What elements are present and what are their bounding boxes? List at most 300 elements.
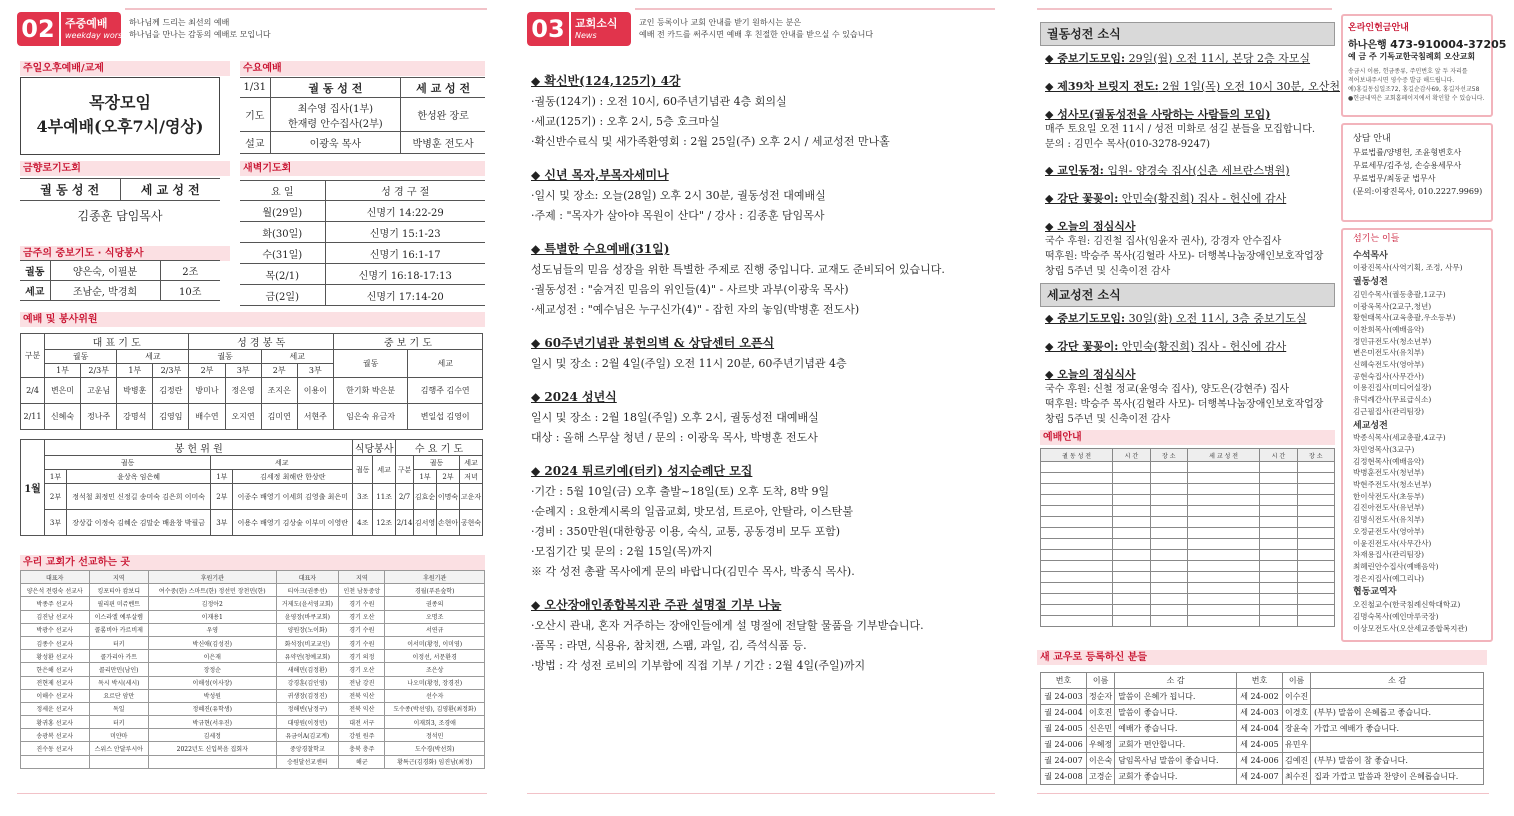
new-member-cell: 집과 가깝고 말씀과 찬양이 은혜롭습니다. — [1311, 769, 1484, 785]
new-member-cell: 세 24-002 — [1236, 689, 1282, 705]
info-cell — [1297, 616, 1334, 627]
fri-section-title: 금향로기도회 — [20, 161, 230, 176]
info-cell — [1041, 583, 1113, 594]
mission-cell: 이정선, 서문환경 — [385, 650, 485, 663]
mission-cell: 경기 수원 — [339, 623, 385, 636]
new-members-title: 새 교우로 등록하신 분들 — [1037, 650, 1487, 665]
staff-item: 김민수목사(궐동총괄,1교구) — [1353, 289, 1446, 299]
new-header-row — [1041, 673, 1484, 689]
info-row — [1041, 462, 1335, 473]
info-cell — [1297, 550, 1334, 561]
info-cell — [1297, 506, 1334, 517]
info-cell — [1113, 605, 1150, 616]
new-member-cell: 이수진 — [1282, 689, 1310, 705]
info-cell — [1113, 616, 1150, 627]
info-header-cell: 궐 동 성 전 — [1041, 449, 1113, 462]
mission-row — [21, 636, 485, 649]
mission-cell: 선수자 — [385, 689, 485, 702]
mission-cell: 송광복 선교사 — [21, 729, 90, 742]
info-cell — [1297, 605, 1334, 616]
mission-cell: 권종의 — [385, 597, 485, 610]
mission-cell: 유약언(청예교회) — [276, 650, 339, 663]
mission-row — [21, 676, 485, 689]
staff-item: 신혜숙전도사(영아부) — [1353, 360, 1425, 370]
new-header-cell: 소 감 — [1311, 673, 1484, 689]
mission-cell: 우영 — [149, 623, 276, 636]
info-cell — [1150, 473, 1187, 484]
new-member-cell: 유민우 — [1282, 737, 1310, 753]
mission-cell — [89, 755, 149, 768]
info-header-cell: 장 소 — [1150, 449, 1187, 462]
mission-cell: 윤영장(바쿠교회) — [276, 610, 339, 623]
worship-info-table — [1040, 448, 1335, 627]
mission-row — [21, 729, 485, 742]
mission-cell: 독시 박시(세시) — [89, 676, 149, 689]
info-cell — [1297, 539, 1334, 550]
staff-item: 한이삭전도사(초등부) — [1353, 491, 1425, 501]
info-cell — [1150, 517, 1187, 528]
info-row — [1041, 594, 1335, 605]
staff-item: 박종식목사(세교총괄,4교구) — [1353, 433, 1446, 443]
mission-cell: 대평원(이정민) — [276, 716, 339, 729]
wed-table: 1/31 궐 동 성 전 세 교 성 전 기도 최수영 집사(1부) 한재령 안수집사(2부) 한성완 장로 설교 이광욱 목사 박병훈 전도사 — [240, 77, 485, 154]
info-cell — [1260, 594, 1297, 605]
info-cell — [1113, 462, 1150, 473]
mission-cell: 이해성(이사장) — [149, 676, 276, 689]
info-row — [1041, 506, 1335, 517]
mission-cell: 전남 강진 — [339, 676, 385, 689]
info-cell — [1041, 528, 1113, 539]
new-member-cell: 궐 24-008 — [1041, 769, 1087, 785]
new-header-cell: 이름 — [1087, 673, 1115, 689]
mission-cell: 전현제 선교사 — [21, 676, 90, 689]
mission-cell: 서연규 — [385, 623, 485, 636]
info-cell — [1150, 616, 1187, 627]
fri-table: 궐 동 성 전 세 교 성 전 김종훈 담임목사 — [20, 178, 220, 231]
info-cell — [1150, 583, 1187, 594]
info-cell — [1150, 572, 1187, 583]
info-row — [1041, 484, 1335, 495]
staff-item: 이광욱목사(2교구,청년) — [1353, 301, 1432, 311]
mission-cell: 새해민(김정환) — [276, 663, 339, 676]
info-row — [1041, 550, 1335, 561]
mission-row — [21, 663, 485, 676]
staff-item: 차민영목사(3교구) — [1353, 444, 1415, 454]
mission-cell: 필리핀 미쥬벤트 — [89, 597, 149, 610]
mission-cell: 장정순 — [149, 663, 276, 676]
staff-item: 김진아전도사(유년부) — [1353, 503, 1425, 513]
article-title: ◆ 신년 목자,부목자세미나 — [531, 168, 669, 182]
mission-cell: 강원 원주 — [339, 729, 385, 742]
mission-cell: 도수경(박선희) — [385, 742, 485, 755]
staff-item: 김명숙목사(예인마루국장) — [1353, 611, 1439, 621]
mission-cell: 경기 오산 — [339, 663, 385, 676]
mission-cell: 경기 수원 — [339, 597, 385, 610]
info-cell — [1150, 561, 1187, 572]
worship-volunteer-table: 구분 대 표 기 도 성 경 봉 독 중 보 기 도 궐동 세교 궐동 세교 궐동 세교 1부 2/3부 1부 2/3부 2부 3부 2부 3부 2/4 변은미 고운님 박병훈 김정란 방미나 정은영 조지은 이용이 한기화 박은분 김행주 김수연 2/11 신혜숙 정나주 강명석 김영임 배수연 오지연 김미연 서현주 임은숙 유금자 변일섭 김영이 — [20, 333, 483, 430]
new-member-cell: (부부) 말씀이 참 좋습니다. — [1311, 753, 1484, 769]
info-cell — [1297, 594, 1334, 605]
meal-section-title: 금주의 중보기도 · 식당봉사 — [20, 246, 230, 261]
page3-number: 03 — [527, 12, 569, 46]
mission-cell: 독일 — [89, 702, 149, 715]
info-cell — [1187, 605, 1259, 616]
staff-item: 김근필집사(관리팀장) — [1353, 406, 1425, 416]
mission-cell: 정혜진(유학생) — [149, 702, 276, 715]
info-cell — [1041, 506, 1113, 517]
info-cell — [1260, 495, 1297, 506]
mission-table — [20, 570, 485, 769]
info-cell — [1113, 572, 1150, 583]
new-member-cell: 세 24-007 — [1236, 769, 1282, 785]
info-row — [1041, 495, 1335, 506]
serve-table: 1월 봉 헌 위 원 식당봉사 수 요 기 도 궐동 세교 궐동 세교 구분 궐동 세교 1부 윤상옥 임은혜 1부 김세정 최해란 한상란 1부 2부 저녁 2부 정석철 최정민 신정길 송미숙 김은희 이미숙 2부 이종수 배영기 이세희 김영출 최은미 3조 11조 2/7 김효순 이명숙 고운자 3부 장상갑 이정숙 김혜순 김말순 배윤창 박필금 3부 이용수 배영기 김상술 이부미 이영란 4조 12조 2/14 김서영 손현아 공현숙 — [20, 439, 483, 536]
new-member-cell: 담임목사님 말씀이 좋습니다. — [1115, 753, 1237, 769]
mission-cell: 진수동 선교사 — [21, 742, 90, 755]
mission-cell: 경월(푸른숲학) — [385, 584, 485, 597]
mission-header-cell: 지역 — [339, 571, 385, 584]
info-cell — [1113, 484, 1150, 495]
mission-cell: 박성원 — [149, 689, 276, 702]
new-member-row — [1041, 737, 1484, 753]
info-cell — [1041, 539, 1113, 550]
staff-item: 황현태목사(교육총괄,우소등부) — [1353, 313, 1456, 323]
info-cell — [1150, 484, 1187, 495]
staff-item: 김정현목사(예배음악) — [1353, 456, 1425, 466]
mission-header-cell: 후원기관 — [149, 571, 276, 584]
new-header-cell: 번호 — [1236, 673, 1282, 689]
info-row — [1041, 517, 1335, 528]
mission-cell: 강경훈(김인영) — [276, 676, 339, 689]
mission-cell: 박종주 선교사 — [21, 597, 90, 610]
info-cell — [1297, 561, 1334, 572]
new-member-cell: (부부) 말씀이 은혜롭고 좋습니다. — [1311, 705, 1484, 721]
mission-cell: 대전 서구 — [339, 716, 385, 729]
mission-cell: 조은상 — [385, 663, 485, 676]
mission-cell: 요르단 암만 — [89, 689, 149, 702]
mission-row — [21, 584, 485, 597]
mission-cell: 양원장(노이화) — [276, 623, 339, 636]
mission-cell: 경기 수원 — [339, 636, 385, 649]
dawn-table: 요 일 성 경 구 절 월(29일) 신명기 14:22-29 화(30일) 신명기 15:1-23 수(31일) 신명기 16:1-17 목(2/1) 신명기 16:18-17:13 금(2일) 신명기 17:14-20 — [240, 180, 485, 306]
mission-cell: 해군 — [339, 755, 385, 768]
new-member-cell — [1311, 737, 1484, 753]
info-cell — [1260, 473, 1297, 484]
segyo-news-title: 세교성전 소식 — [1040, 283, 1335, 307]
new-member-cell: 우혜정 — [1087, 737, 1115, 753]
mission-header-cell: 대표자 — [276, 571, 339, 584]
new-member-cell: 이경호 — [1282, 705, 1310, 721]
info-header-cell: 시 간 — [1113, 449, 1150, 462]
page2-header — [17, 12, 487, 46]
mission-cell: 티아크(권종선) — [276, 584, 339, 597]
info-cell — [1150, 495, 1187, 506]
info-cell — [1297, 462, 1334, 473]
info-cell — [1260, 572, 1297, 583]
info-cell — [1041, 605, 1113, 616]
info-cell — [1041, 484, 1113, 495]
info-cell — [1187, 495, 1259, 506]
gwoldong-news: ◆ 중보기도모임: 29일(월) 오전 11시, 본당 2층 자모실 ◆ 제39차 브릿지 전도: 2월 1일(목) 오전 10시 30분, 오산천 ◆ 성사모(궐동성전을 사랑하는 사람들의 모임) 매주 토요일 오전 11시 / 성전 미화로 섬길 분들을 모집합니다. 문의 : 김민수 목사(010-3278-9247) ◆ 교인동정: 입원- 양경숙 집사(신촌 세브란스병원) ◆ 강단 꽃꽂이: 안민숙(황진희) 집사 - 헌신에 감사 ◆ 오늘의 점심식사 국수 후원: 김진철 집사(임윤자 권사), 강경자 안수집사 떡후원: 박승주 목사(김혈라 사모)- 더행복나눔장애인보호작업장 창립 5주년 및 신축이전 감사 — [1045, 52, 1341, 277]
mission-cell: 킹포티아 캄보디 — [89, 584, 149, 597]
info-cell — [1041, 572, 1113, 583]
info-cell — [1113, 473, 1150, 484]
new-member-cell: 궐 24-006 — [1041, 737, 1087, 753]
info-cell — [1187, 517, 1259, 528]
info-cell — [1041, 473, 1113, 484]
info-cell — [1150, 462, 1187, 473]
staff-box: 섬기는 이들 수석목사 이광진목사(사역기획, 조정, 사무) 궐동성전 김민수목사(궐동총괄,1교구) 이광욱목사(2교구,청년) 황현태목사(교육총괄,우소등부) 이찬희목사(예배음악) 정민규전도사(청소년부) 변은미전도사(유치부) 신혜숙전도사(영아부) 공현숙집사(사무간사) 이용진집사(미디어실장) 유덕례간사(무료급식소) 김근필집사(관리팀장) 세교성전 박종식목사(세교총괄,4교구) 차민영목사(3교구) 김정현목사(예배음악) 박병훈전도사(청년부) 박현주전도사(청소년부) 한이삭전도사(초등부) 김진아전도사(유년부) 김명식전도사(유치부) 오정균전도사(영아부) 이윤진전도사(사무간사) 차재용집사(관리팀장) 최혜린안수집사(예배음악) 정은지집사(예그리나) 협동교역자 오진철교수(한국침례신학대학교) 김명숙목사(예인마루국장) 이상모전도사(오산세교종합복지관) — [1341, 228, 1493, 642]
info-cell — [1297, 572, 1334, 583]
worship-section-title: 예배 및 봉사위원 — [20, 312, 485, 327]
info-cell — [1041, 495, 1113, 506]
info-row — [1041, 473, 1335, 484]
new-member-cell: 최수진 — [1282, 769, 1310, 785]
new-header-cell: 번호 — [1041, 673, 1087, 689]
info-cell — [1187, 572, 1259, 583]
online-offering-box: 온라인헌금안내 하나은행 473-910004-37205 예 금 주 기독교한국침례회 오산교회 송금시 이름, 헌금종류, 주민번호 앞 두 자리를 적어보내주시면 영수증 발급 해드립니다. 예)홍길동십일조72, 홍길순감사69, 홍길자선교58 ●헌금내역은 교회홈페이지에서 확인할 수 있습니다. — [1341, 14, 1493, 117]
mission-cell: 한은해 선교사 — [21, 663, 90, 676]
info-cell — [1113, 539, 1150, 550]
info-cell — [1297, 517, 1334, 528]
info-row — [1041, 528, 1335, 539]
mission-cell: 황귀홍 선교사 — [21, 716, 90, 729]
new-member-cell: 궐 24-005 — [1041, 721, 1087, 737]
info-cell — [1150, 605, 1187, 616]
info-cell — [1113, 495, 1150, 506]
info-cell — [1187, 583, 1259, 594]
info-cell — [1113, 550, 1150, 561]
mission-cell: 전북 익산 — [339, 689, 385, 702]
info-cell — [1260, 484, 1297, 495]
new-member-cell: 고경순 — [1087, 769, 1115, 785]
info-cell — [1150, 506, 1187, 517]
staff-item: 유덕례간사(무료급식소) — [1353, 395, 1432, 405]
new-member-row — [1041, 705, 1484, 721]
mission-row — [21, 623, 485, 636]
mission-row — [21, 742, 485, 755]
new-member-cell: 이은숙 — [1087, 753, 1115, 769]
staff-item: 이찬희목사(예배음악) — [1353, 324, 1425, 334]
article-title: ◆ 확신반(124,125기) 4강 — [531, 74, 681, 88]
mission-cell: 이재용1 — [149, 610, 276, 623]
new-member-cell: 교회가 편안합니다. — [1115, 737, 1237, 753]
mission-header-cell: 후원기관 — [385, 571, 485, 584]
new-member-row — [1041, 721, 1484, 737]
staff-item: 이상모전도사(오산세교종합복지관) — [1353, 623, 1468, 633]
mission-cell: 중앙경찰학교 — [276, 742, 339, 755]
info-cell — [1187, 506, 1259, 517]
staff-item: 정은지집사(예그리나) — [1353, 573, 1425, 583]
sunday-box: 목장모임 4부예배(오후7시/영상) — [20, 77, 220, 155]
mission-cell: 황특근(김경화) 임진남(최정) — [385, 755, 485, 768]
mission-cell: 도수종(박선영), 김영환(최정화) — [385, 702, 485, 715]
info-cell — [1260, 616, 1297, 627]
mission-cell: 여수중(한) 스마트(한) 정선민 장천민(한) — [149, 584, 276, 597]
mission-cell: 정세운 선교사 — [21, 702, 90, 715]
info-cell — [1113, 517, 1150, 528]
mission-cell: 경기 오산 — [339, 610, 385, 623]
staff-item: 최혜린안수집사(예배음악) — [1353, 561, 1439, 571]
mission-cell: 충북 충주 — [339, 742, 385, 755]
page3-subtitle: 교인 등록이나 교회 안내를 받기 원하시는 분은 예배 전 카드를 써주시면 예배 후 친절한 안내를 받으실 수 있습니다 — [639, 18, 874, 39]
sunday-section-title: 주일오후예배/교제 — [20, 61, 230, 76]
info-cell — [1150, 594, 1187, 605]
new-member-cell — [1311, 689, 1484, 705]
info-cell — [1260, 550, 1297, 561]
info-cell — [1187, 473, 1259, 484]
mission-row — [21, 755, 485, 768]
mission-row — [21, 597, 485, 610]
new-member-cell: 말씀이 좋습니다. — [1115, 705, 1237, 721]
dawn-section-title: 새벽기도회 — [240, 161, 485, 176]
info-cell — [1113, 583, 1150, 594]
gwoldong-news-title: 궐동성전 소식 — [1040, 22, 1335, 46]
info-cell — [1297, 473, 1334, 484]
mission-cell: 양은석 전령숙 선교사 — [21, 584, 90, 597]
mission-section-title: 우리 교회가 선교하는 곳 — [20, 555, 485, 570]
mission-cell: 전북 익산 — [339, 702, 385, 715]
new-member-row — [1041, 689, 1484, 705]
info-row — [1041, 539, 1335, 550]
meal-table: 궐동 양은숙, 이필분 2조 세교 조남순, 박경희 10조 — [20, 260, 220, 301]
mission-cell: 2022년도 신입복음 집회자 — [149, 742, 276, 755]
segyo-news: ◆ 중보기도모임: 30일(화) 오전 11시, 3층 중보기도실 ◆ 강단 꽃꽂이: 안민숙(황진희) 집사 - 헌신에 감사 ◆ 오늘의 점심식사 국수 후원: 신철 정교(윤영숙 집사), 양도은(강현주) 집사 떡후원: 박승주 목사(김혈라 사모)- 더행복나눔장애인보호작업장 창립 5주년 및 신축이전 감사 — [1045, 312, 1324, 425]
info-cell — [1260, 517, 1297, 528]
info-cell — [1187, 462, 1259, 473]
mission-cell: 김세정 — [149, 729, 276, 742]
new-member-cell: 세 24-006 — [1236, 753, 1282, 769]
mission-row — [21, 610, 485, 623]
article-title: ◆ 오산장애인종합복지관 주관 설명절 기부 나눔 — [531, 598, 782, 612]
new-member-cell: 김예진 — [1282, 753, 1310, 769]
info-header-row — [1041, 449, 1335, 462]
new-member-cell: 세 24-004 — [1236, 721, 1282, 737]
mission-header-cell: 대표자 — [21, 571, 90, 584]
info-cell — [1297, 583, 1334, 594]
page2-subtitle: 하나님께 드리는 최선의 예배 하나님을 만나는 감동의 예배로 모입니다 — [129, 18, 271, 39]
info-header-cell: 시 간 — [1260, 449, 1297, 462]
mission-cell: 콜리만민(남인) — [89, 663, 149, 676]
mission-cell: 나오미(황정, 장경진) — [385, 676, 485, 689]
mission-row — [21, 716, 485, 729]
info-cell — [1150, 539, 1187, 550]
info-cell — [1041, 561, 1113, 572]
info-cell — [1260, 528, 1297, 539]
mission-cell: 승원달선교센터 — [276, 755, 339, 768]
info-header-cell: 장 소 — [1297, 449, 1334, 462]
info-cell — [1260, 462, 1297, 473]
mission-cell: 터키 — [89, 636, 149, 649]
info-cell — [1187, 550, 1259, 561]
staff-item: 정민규전도사(청소년부) — [1353, 336, 1432, 346]
staff-item: 오정균전도사(영아부) — [1353, 526, 1425, 536]
mission-cell: 스위스 안달루시아 — [89, 742, 149, 755]
new-member-cell: 교회가 좋습니다. — [1115, 769, 1237, 785]
info-cell — [1041, 462, 1113, 473]
mission-cell: 콜가리아 카트 — [89, 650, 149, 663]
mission-cell: 황성환 선교사 — [21, 650, 90, 663]
new-member-row — [1041, 753, 1484, 769]
info-cell — [1041, 594, 1113, 605]
page2-name: 주중예배 weekday worship — [61, 12, 121, 46]
mission-cell — [149, 755, 276, 768]
new-member-cell: 예배가 좋습니다. — [1115, 721, 1237, 737]
mission-cell: 이서미(황정, 이미영) — [385, 636, 485, 649]
new-member-cell: 궐 24-004 — [1041, 705, 1087, 721]
info-cell — [1113, 506, 1150, 517]
news-articles: ◆ 확신반(124,125기) 4강 ·궐동(124기) : 오전 10시, 60주년기념관 4층 회의실 ·세교(125기) : 오후 2시, 5층 호크마실 ·확신반수료식 및 새가족환영회 : 2월 25일(주) 오후 2시 / 세교성전 만나홀 ◆ 신년 목자,부목자세미나 ·일시 및 장소: 오늘(28일) 오후 2시 30분, 궐동성전 대예배실 ·주제 : "목자가 살아야 목원이 산다" / 강사 : 김종훈 담임목사 ◆ 특별한 수요예배(31일) 성도님들의 믿음 성장을 위한 특별한 주제로 진행 중입니다. 교재도 준비되어 있습니다. ·궐동성전 : "숨겨진 믿음의 위인들(4)" - 사르밧 과부(이광욱 목사) ·세교성전 : "예수님은 누구신가(4)" - 잡힌 자의 놓임(박병훈 전도사) ◆ 60주년기념관 봉헌의벽 & 상담센터 오픈식 일시 및 장소 : 2월 4일(주일) 오전 11시 20분, 60주년기념관 4층 ◆ 2024 성년식 일시 및 장소 : 2월 18일(주일) 오후 2시, 궐동성전 대예배실 대상 : 올해 스무살 청년 / 문의 : 이광욱 목사, 박병훈 전도사 ◆ 2024 튀르키예(터키) 성지순례단 모집 ·기간 : 5월 10일(금) 오후 출발~18일(토) 오후 도착, 8박 9일 ·순례지 : 요한계시록의 일곱교회, 밧모섬, 트로아, 안탈라, 이스탄불 ·경비 : 350만원(대한항공 이용, 숙식, 교통, 공동경비 모두 포함) ·모집기간 및 문의 : 2월 15일(목)까지 ※ 각 성전 총괄 목사에게 문의 바랍니다(김민수 목사, 박종식 목사). ◆ 오산장애인종합복지관 주관 설명절 기부 나눔 ·오산시 관내, 혼자 거주하는 장애인들에게 설 명절에 전달할 물품을 기부받습니다. ·품목 : 라면, 식용유, 참치캔, 스팸, 과일, 김, 즉석식품 등. ·방법 : 각 성전 로비의 기부함에 직접 기부 / 기간 : 2월 4일(주일)까지 — [531, 60, 991, 676]
mission-cell: 경기 의정 — [339, 650, 385, 663]
mission-row — [21, 650, 485, 663]
info-row — [1041, 583, 1335, 594]
info-cell — [1113, 594, 1150, 605]
mission-cell: 김진남 선교사 — [21, 610, 90, 623]
info-row — [1041, 572, 1335, 583]
article-title: ◆ 2024 튀르키예(터키) 성지순례단 모집 — [531, 464, 753, 478]
new-member-cell: 세 24-005 — [1236, 737, 1282, 753]
new-header-cell: 이름 — [1282, 673, 1310, 689]
page3-header — [527, 12, 997, 46]
info-header-cell: 세 교 성 전 — [1187, 449, 1259, 462]
mission-row — [21, 689, 485, 702]
mission-cell: 콜롬비아 카르비제 — [89, 623, 149, 636]
page2-number: 02 — [17, 12, 59, 46]
info-cell — [1187, 528, 1259, 539]
mission-cell: 화석장(비교교인) — [276, 636, 339, 649]
staff-item: 차재용집사(관리팀장) — [1353, 550, 1425, 560]
info-cell — [1041, 517, 1113, 528]
info-cell — [1260, 561, 1297, 572]
new-member-cell: 이호진 — [1087, 705, 1115, 721]
mission-cell: 박신애(김성진) — [149, 636, 276, 649]
info-cell — [1113, 561, 1150, 572]
new-member-row — [1041, 769, 1484, 785]
page3-name: 교회소식 News — [571, 12, 631, 46]
mission-cell — [21, 755, 90, 768]
mission-cell: 미얀마 — [89, 729, 149, 742]
staff-item: 박현주전도사(청소년부) — [1353, 480, 1432, 490]
mission-header-cell: 지역 — [89, 571, 149, 584]
staff-item: 오진철교수(한국침례신학대학교) — [1353, 600, 1461, 610]
article-title: ◆ 60주년기념관 봉헌의벽 & 상담센터 오픈식 — [531, 336, 775, 350]
info-cell — [1260, 605, 1297, 616]
new-member-cell: 신은민 — [1087, 721, 1115, 737]
mission-cell: 이은재 — [149, 650, 276, 663]
info-cell — [1297, 495, 1334, 506]
info-cell — [1297, 528, 1334, 539]
info-cell — [1041, 550, 1113, 561]
mission-cell: 정해빈(남정구) — [276, 702, 339, 715]
info-row — [1041, 561, 1335, 572]
mission-header-row — [21, 571, 485, 584]
new-member-cell: 궐 24-007 — [1041, 753, 1087, 769]
mission-cell: 인천 남동중앙 — [339, 584, 385, 597]
info-cell — [1297, 484, 1334, 495]
staff-item: 김명식전도사(유치부) — [1353, 515, 1425, 525]
new-member-cell: 궐 24-003 — [1041, 689, 1087, 705]
wed-section-title: 수요예배 — [240, 61, 485, 76]
info-cell — [1150, 528, 1187, 539]
info-cell — [1113, 528, 1150, 539]
new-member-cell: 정순자 — [1087, 689, 1115, 705]
mission-cell: 박규현(서우진) — [149, 716, 276, 729]
mission-cell: 이해수 선교사 — [21, 689, 90, 702]
info-cell — [1187, 539, 1259, 550]
info-cell — [1187, 484, 1259, 495]
mission-cell: 귀생장(김정진) — [276, 689, 339, 702]
mission-cell: 터키 — [89, 716, 149, 729]
